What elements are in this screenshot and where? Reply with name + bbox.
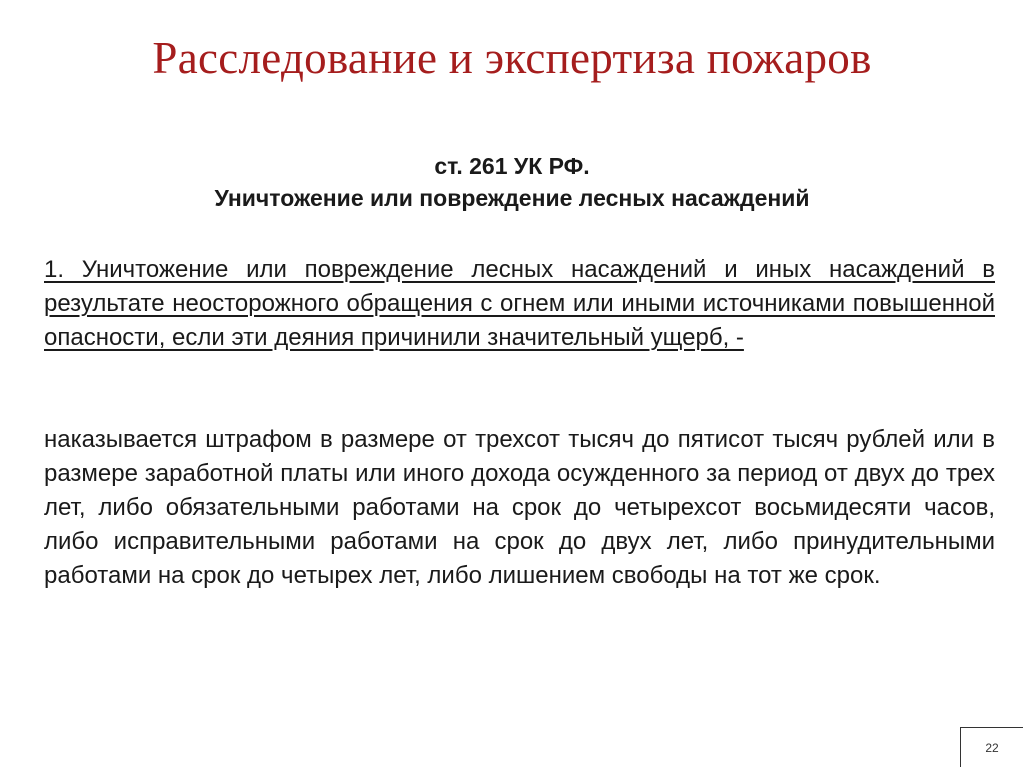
article-title: Уничтожение или повреждение лесных насаждений [214,185,810,211]
article-reference: ст. 261 УК РФ. [434,153,590,179]
article-paragraph-penalty: наказывается штрафом в размере от трехсот тысяч до пятисот тысяч рублей или в размере заработной платы или иного дохода осужденного за период от двух до трех лет, либо обязательными работами на срок до четырехсот восьмидесяти часов, либо исправительными работами на срок до двух лет, либо принудительными работами на срок до четырех лет, либо лишением свободы на тот же срок. [44,426,995,589]
slide-title: Расследование и экспертиза пожаров [152,33,872,83]
page-number-box [960,727,1023,767]
article-paragraph-offense: 1. Уничтожение или повреждение лесных насаждений и иных насаждений в результате неосторожного обращения с огнем или иными источниками повышенной опасности, если эти деяния причинили значительный ущерб, - [44,256,995,351]
page-number: 22 [985,741,999,755]
